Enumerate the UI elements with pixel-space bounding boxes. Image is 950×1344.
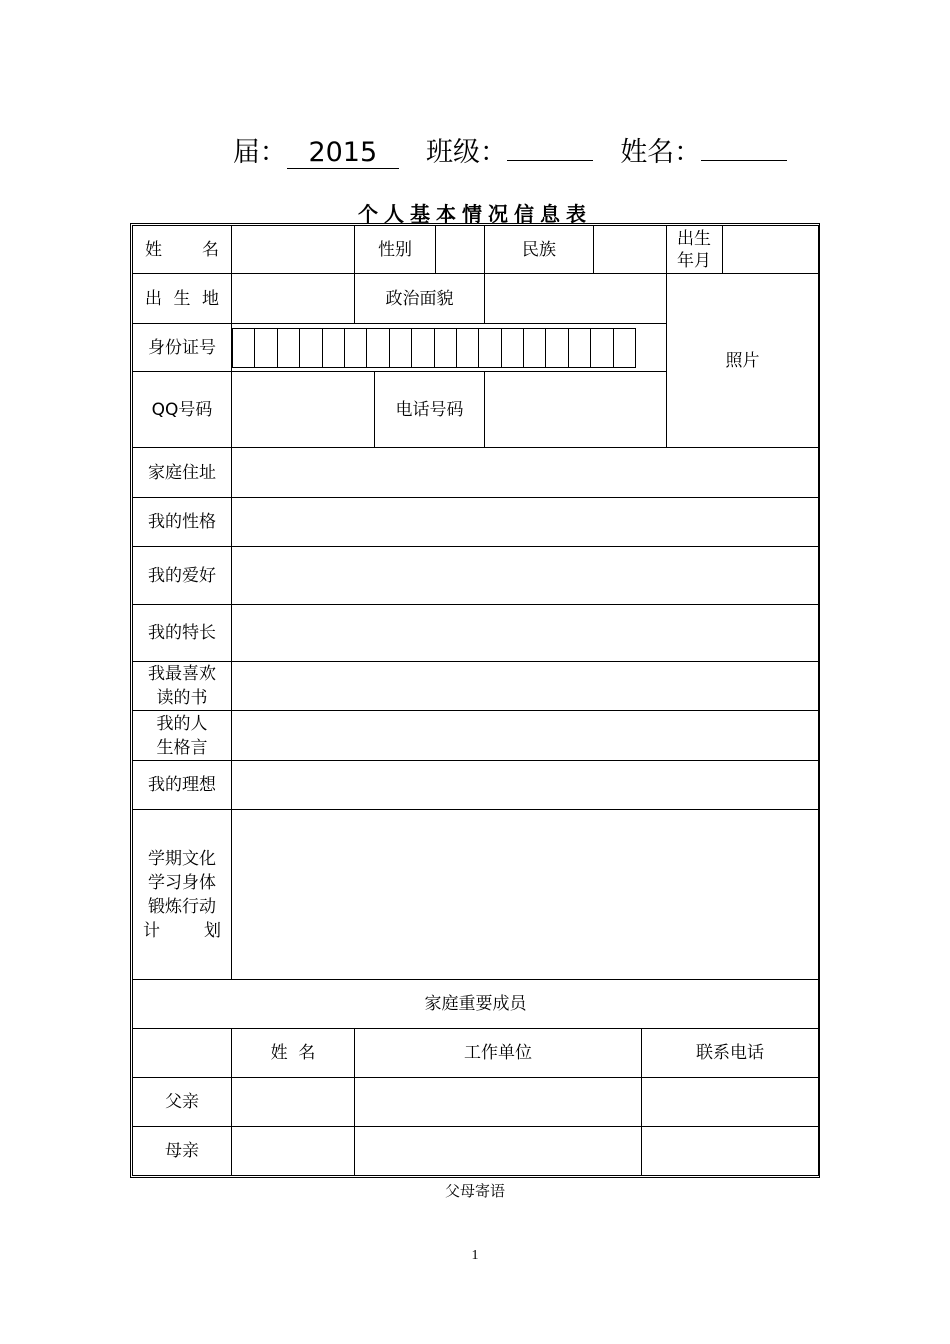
political-input[interactable] <box>485 274 667 324</box>
address-label: 家庭住址 <box>133 448 232 498</box>
motto-label: 我的人生格言 <box>133 711 232 761</box>
gender-label: 性别 <box>355 226 436 274</box>
personality-label: 我的性格 <box>133 498 232 547</box>
political-label: 政治面貌 <box>355 274 485 324</box>
father-name-input[interactable] <box>232 1078 355 1127</box>
specialty-input[interactable] <box>232 605 819 662</box>
family-section-title: 家庭重要成员 <box>133 980 819 1029</box>
family-header-blank <box>133 1029 232 1078</box>
plan-input[interactable] <box>232 810 819 980</box>
motto-input[interactable] <box>232 711 819 761</box>
id-input[interactable] <box>232 324 667 372</box>
father-phone-input[interactable] <box>642 1078 819 1127</box>
name-label: 姓名： <box>620 137 702 168</box>
address-input[interactable] <box>232 448 819 498</box>
plan-line-4: 计 划 <box>143 920 221 941</box>
family-col-name-text: 姓 名 <box>270 1043 316 1063</box>
name-label-cell: 姓 名 <box>133 226 232 274</box>
qq-input[interactable] <box>232 372 375 448</box>
specialty-label: 我的特长 <box>133 605 232 662</box>
favorite-book-label: 我最喜欢读的书 <box>133 662 232 711</box>
hobby-input[interactable] <box>232 547 819 605</box>
info-table <box>132 225 819 1176</box>
plan-label <box>133 810 232 980</box>
name-input[interactable] <box>232 226 355 274</box>
plan-line-3: 锻炼行动 <box>148 896 216 917</box>
phone-input[interactable] <box>485 372 667 448</box>
session-field[interactable]: 2015 <box>287 138 399 169</box>
id-label: 身份证号 <box>133 324 232 372</box>
phone-label: 电话号码 <box>375 372 485 448</box>
birthplace-label: 出 生 地 <box>133 274 232 324</box>
family-col-name <box>232 1029 355 1078</box>
family-col-phone: 联系电话 <box>642 1029 819 1078</box>
family-col-work: 工作单位 <box>355 1029 642 1078</box>
header-line <box>0 130 950 169</box>
birthplace-input[interactable] <box>232 274 355 324</box>
ethnicity-label: 民族 <box>485 226 594 274</box>
father-work-input[interactable] <box>355 1078 642 1127</box>
parents-message-label: 父母寄语 <box>444 1182 505 1200</box>
birth-label: 出生年月 <box>667 226 723 274</box>
ideal-label: 我的理想 <box>133 761 232 810</box>
gender-input[interactable] <box>436 226 485 274</box>
personality-input[interactable] <box>232 498 819 547</box>
mother-label: 母亲 <box>133 1127 232 1176</box>
ethnicity-input[interactable] <box>594 226 667 274</box>
plan-line-2: 学习身体 <box>148 872 216 893</box>
qq-label: QQ号码 <box>133 372 232 448</box>
page-number: 1 <box>471 1248 479 1263</box>
mother-phone-input[interactable] <box>642 1127 819 1176</box>
mother-work-input[interactable] <box>355 1127 642 1176</box>
father-label: 父亲 <box>133 1078 232 1127</box>
ideal-input[interactable] <box>232 761 819 810</box>
birth-input[interactable] <box>723 226 819 274</box>
session-label: 届： <box>232 137 287 168</box>
plan-line-1: 学期文化 <box>148 848 216 869</box>
name-field[interactable] <box>701 160 787 161</box>
id-digit-boxes[interactable] <box>232 328 636 368</box>
mother-name-input[interactable] <box>232 1127 355 1176</box>
form-title: 个人基本情况信息表 <box>358 202 592 226</box>
class-label: 班级： <box>426 137 507 168</box>
hobby-label: 我的爱好 <box>133 547 232 605</box>
class-field[interactable] <box>507 160 593 161</box>
favorite-book-input[interactable] <box>232 662 819 711</box>
photo-cell[interactable]: 照片 <box>667 274 819 448</box>
